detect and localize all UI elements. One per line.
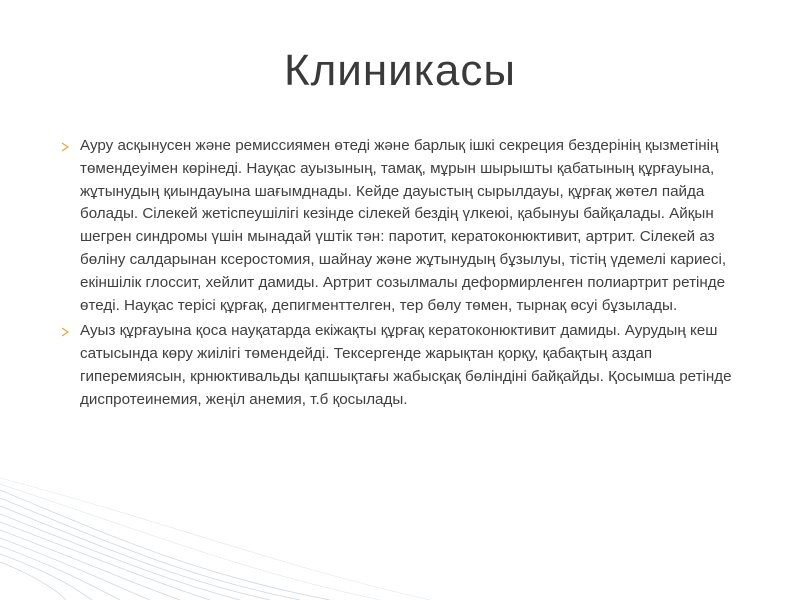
slide-body xyxy=(60,135,750,415)
bullet-text: Ауыз құрғауына қоса науқатарда екіжақты құрғақ кератоконюктивит дамиды. Аурудың кеш сатысында көру жиілігі төмендейді. Тексергенде жарықтан қорқу, қабақтың аздап гиперемиясын, крнюктивальды қапшықтағы жабысқақ бөліндіні байқайды. Қосымша ретінде диспротеинемия, жеңіл анемия, т.б қосылады. xyxy=(80,322,732,408)
bullet-text: Ауру асқынусен және ремиссиямен өтеді және барлық ішкі секреция бездерінің қызметінің төмендеуімен көрінеді. Науқас ауызының, тамақ, мұрын шырышты қабатының құрғауына, жұтынудың қиындауына шағымднады. Кейде дауыстың сырылдауы, құрғақ жөтел пайда болады. Сілекей жетіспеушілігі кезінде сілекей бездің үлкеюі, қабынуы байқалады. Айқын шегрен синдромы үшін мынадай үштік тән: паротит, кератоконюктивит, артрит. Сілекей аз бөліну салдарынан ксеростомия, шайнау және жұтынудың бұзылуы, тістің үдемелі кариесі, екіншілік глоссит, хейлит дамиды. Артрит созылмалы деформирленген полиартрит ретінде өтеді. Науқас терісі құрғақ, депигменттелген, тер бөлу төмен, тырнақ өсуі бұзылады. xyxy=(80,137,727,314)
triangle-bullet-icon xyxy=(60,135,74,157)
decorative-wave-lines xyxy=(0,470,800,600)
bullet-item-2 xyxy=(60,320,750,411)
bullet-item-1 xyxy=(60,135,750,317)
triangle-bullet-icon xyxy=(60,320,74,342)
slide-title: Клиникасы xyxy=(283,46,517,95)
